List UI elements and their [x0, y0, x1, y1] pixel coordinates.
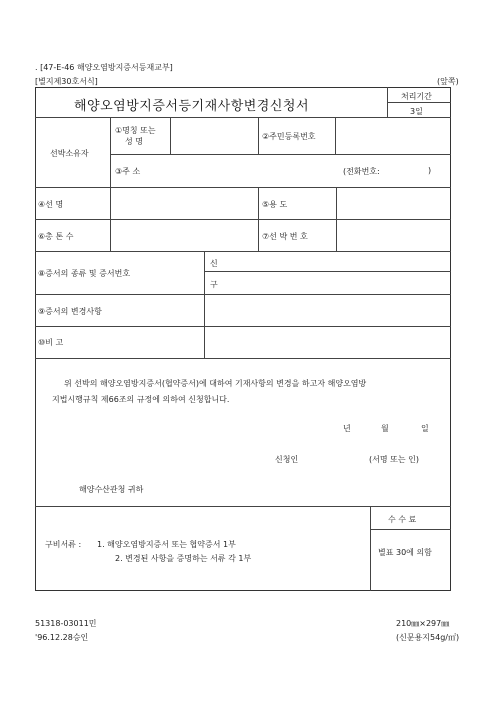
footer-size: 210㎜×297㎜ — [396, 619, 450, 628]
cert-type-label: ⑧증서의 종류 및 증서번호 — [38, 269, 131, 278]
owner-label: 선박소유자 — [50, 149, 89, 158]
attachment-label: [별지제30호서식] — [35, 77, 98, 86]
page-side: (앞쪽) — [437, 77, 459, 86]
signature-label: (서명 또는 인) — [369, 455, 419, 464]
applicant-label: 신청인 — [275, 455, 299, 464]
processing-period-label: 처리기간 — [401, 92, 432, 101]
owner-reg-no-label: ②주민등록번호 — [262, 132, 316, 141]
ship-number-label: ⑦선 박 번 호 — [262, 232, 308, 241]
statement-line-1: 위 선박의 해양오염방지증서(협약증서)에 대하여 기재사항의 변경을 하고자 해양오염방 — [64, 379, 367, 388]
date-year: 년 — [343, 424, 351, 433]
footer-approved: '96.12.28승인 — [35, 633, 89, 642]
owner-phone-close: ) — [428, 166, 432, 175]
date-month: 월 — [381, 424, 389, 433]
owner-phone-label: (전화번호: — [343, 167, 380, 176]
remark-label: ⑩비 고 — [38, 338, 64, 347]
documents-label: 구비서류 : — [45, 540, 82, 549]
cert-change-label: ⑨증서의 변경사항 — [38, 307, 102, 316]
fee-value: 별표 30에 의함 — [378, 548, 432, 557]
form-code: . [47-E-46 해양오염방지증서등재교부] — [35, 63, 173, 72]
footer-code: 51318-03011민 — [35, 619, 97, 628]
page-title: 해양오염방지증서등기재사항변경신청서 — [74, 99, 310, 114]
owner-name-label-1: ①명칭 또는 — [115, 126, 156, 135]
date-day: 일 — [421, 424, 429, 433]
recipient-label: 해양수산관청 귀하 — [79, 485, 144, 494]
fee-label: 수 수 료 — [388, 515, 417, 524]
ship-tonnage-label: ⑥총 톤 수 — [38, 232, 74, 241]
processing-period-value: 3일 — [410, 107, 423, 116]
footer-paper: (신문용지54g/㎡) — [396, 633, 460, 642]
owner-address-label: ③주 소 — [115, 167, 141, 176]
statement-line-2: 지법시행규칙 제66조의 규정에 의하여 신청합니다. — [52, 395, 230, 404]
ship-name-label: ④선 명 — [38, 200, 64, 209]
cert-old-label: 구 — [210, 280, 218, 289]
cert-new-label: 신 — [210, 259, 218, 268]
documents-item-2: 2. 변경된 사항을 증명하는 서류 각 1부 — [115, 554, 252, 563]
documents-item-1: 1. 해양오염방지증서 또는 협약증서 1부 — [97, 540, 236, 549]
owner-name-label-2: 성 명 — [125, 137, 143, 146]
ship-use-label: ⑤용 도 — [262, 200, 288, 209]
